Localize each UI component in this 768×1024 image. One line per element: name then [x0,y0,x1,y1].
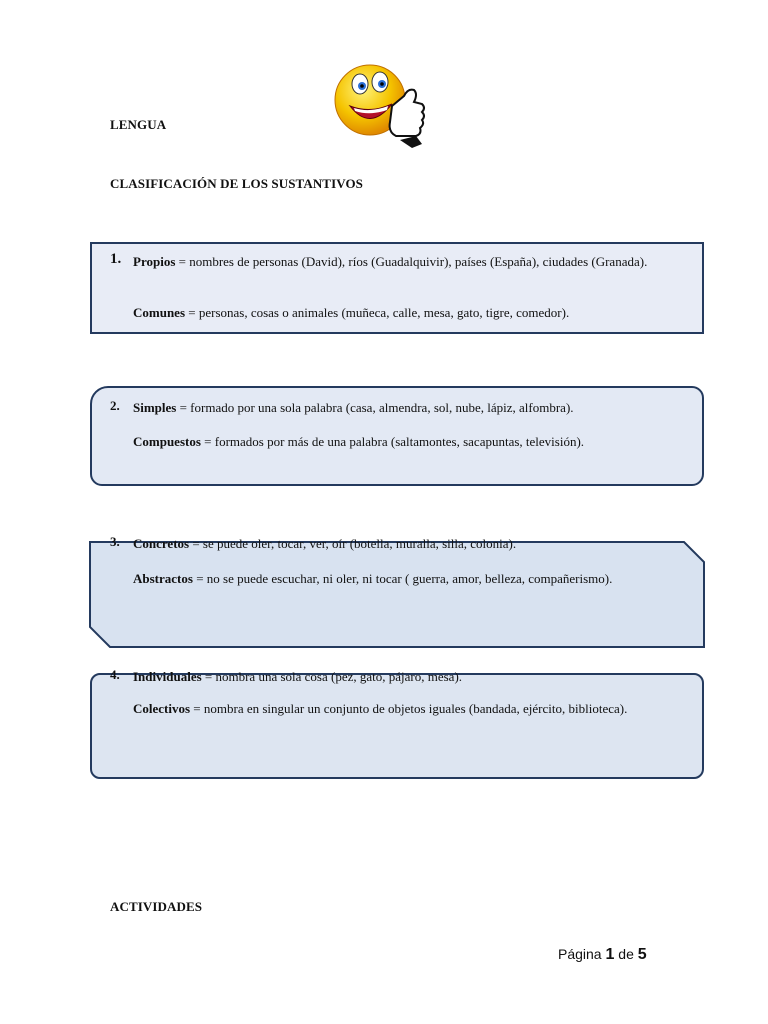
term-abstractos: Abstractos [133,571,193,586]
page-label: Página [558,946,602,962]
text-comunes: = personas, cosas o animales (muñeca, calle, mesa, gato, tigre, comedor). [185,305,570,320]
category-box-3 [88,540,706,649]
term-comunes: Comunes [133,305,186,320]
text-abstractos: = no se puede escuchar, ni oler, ni tocar ( guerra, amor, belleza, compañerismo). [192,571,613,586]
definition-abstractos [133,569,658,588]
activities-heading: ACTIVIDADES [110,899,203,914]
term-individuales: Individuales [133,669,202,684]
page-number [558,946,647,964]
term-compuestos: Compuestos [133,434,201,449]
definition-compuestos [133,432,658,451]
definition-concretos [133,534,658,553]
section-number-1: 1. [110,251,122,267]
definition-simples [133,398,658,417]
smiley-thumbs-up-icon [330,58,430,152]
text-individuales: = nombra una sola cosa (pez, gato, pájaro, mesa). [201,669,463,684]
term-colectivos: Colectivos [133,701,191,716]
text-colectivos: = nombra en singular un conjunto de objetos iguales (bandada, ejército, biblioteca). [190,701,628,716]
text-simples: = formado por una sola palabra (casa, almendra, sol, nube, lápiz, alfombra). [176,400,574,415]
page-title: CLASIFICACIÓN DE LOS SUSTANTIVOS [110,176,364,191]
term-concretos: Concretos [133,536,190,551]
definition-colectivos [133,699,658,718]
category-box-4 [90,673,704,779]
of-label: de [618,946,634,962]
text-propios: = nombres de personas (David), ríos (Guadalquivir), países (España), ciudades (Granada). [175,254,648,269]
total-pages: 5 [637,946,647,963]
term-propios: Propios [133,254,176,269]
term-simples: Simples [133,400,177,415]
definition-individuales [133,667,658,686]
section-number-4: 4. [110,667,120,682]
text-concretos: = se puede oler, tocar, ver, oír (botella, muralla, silla, colonia). [189,536,517,551]
definition-propios [133,252,658,271]
subject-heading: LENGUA [110,117,167,132]
text-compuestos: = formados por más de una palabra (saltamontes, sacapuntas, televisión). [200,434,585,449]
definition-comunes [133,303,658,322]
section-number-3: 3. [110,534,120,549]
section-number-2: 2. [110,398,120,413]
current-page: 1 [605,946,615,963]
